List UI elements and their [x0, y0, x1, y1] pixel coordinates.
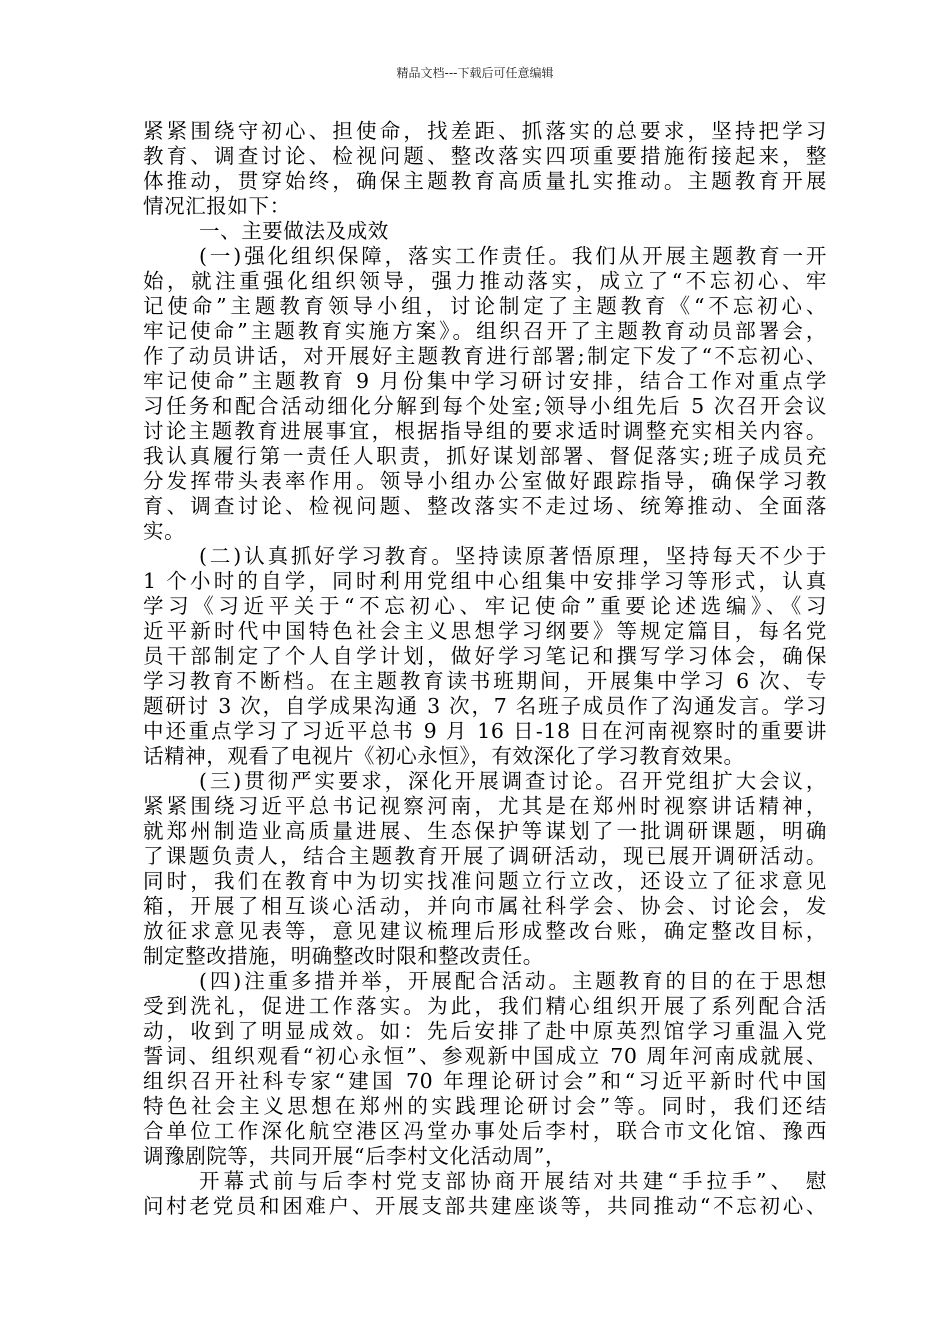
text-line: 分发挥带头表率作用。领导小组办公室做好跟踪指导，确保学习教 [143, 469, 827, 493]
text-line: 组织召开社科专家“建国 70 年理论研讨会”和“习近平新时代中国 [143, 1069, 827, 1093]
text-line: 制定整改措施，明确整改时限和整改责任。 [143, 944, 544, 968]
text-line: 问村老党员和困难户、开展支部共建座谈等，共同推动“不忘初心、 [143, 1194, 827, 1218]
text-line: 誓词、组织观看“初心永恒”、参观新中国成立 70 周年河南成就展、 [143, 1044, 827, 1068]
text-line: (二)认真抓好学习教育。坚持读原著悟原理，坚持每天不少于 [199, 544, 827, 568]
text-line: 实。 [143, 519, 186, 543]
text-line: 牢记使命”主题教育 9 月份集中学习研讨安排，结合工作对重点学 [143, 369, 827, 393]
text-line: 特色社会主义思想在郑州的实践理论研讨会”等。同时，我们还结 [143, 1094, 827, 1118]
text-line: 作了动员讲话，对开展好主题教育进行部署;制定下发了“不忘初心、 [143, 344, 827, 368]
page-header: 精品文档---下载后可任意编辑 [396, 66, 554, 80]
text-line: 放征求意见表等，意见建议梳理后形成整改台账，确定整改目标， [143, 919, 827, 943]
text-line: 习任务和配合活动细化分解到每个处室;领导小组先后 5 次召开会议 [143, 394, 827, 418]
text-line: 中还重点学习了习近平总书 9 月 16 日-18 日在河南视察时的重要讲 [143, 719, 827, 743]
text-line: 学习教育不断档。在主题教育读书班期间，开展集中学习 6 次、专 [143, 669, 827, 693]
text-line: (四)注重多措并举，开展配合活动。主题教育的目的在于思想 [199, 969, 827, 993]
text-line: (三)贯彻严实要求，深化开展调查讨论。召开党组扩大会议， [199, 769, 827, 793]
text-line: 合单位工作深化航空港区冯堂办事处后李村，联合市文化馆、豫西 [143, 1119, 827, 1143]
text-line: 育、调查讨论、检视问题、整改落实不走过场、统筹推动、全面落 [143, 494, 827, 518]
text-line: (一)强化组织保障，落实工作责任。我们从开展主题教育一开 [199, 244, 827, 268]
text-line: 一、主要做法及成效 [199, 219, 389, 243]
text-line: 话精神，观看了电视片《初心永恒》，有效深化了学习教育效果。 [143, 744, 745, 768]
text-line: 学习《习近平关于“不忘初心、牢记使命”重要论述选编》、《习 [143, 594, 827, 618]
text-line: 开幕式前与后李村党支部协商开展结对共建“手拉手”、 慰 [199, 1169, 827, 1193]
text-line: 调豫剧院等，共同开展“后李村文化活动周”， [143, 1144, 567, 1168]
text-line: 体推动，贯穿始终，确保主题教育高质量扎实推动。主题教育开展 [143, 169, 827, 193]
text-line: 题研讨 3 次，自学成果沟通 3 次，7 名班子成员作了沟通发言。学习 [143, 694, 827, 718]
text-line: 情况汇报如下： [143, 194, 291, 218]
text-line: 紧紧围绕守初心、担使命，找差距、抓落实的总要求，坚持把学习 [143, 119, 827, 143]
text-line: 就郑州制造业高质量进展、生态保护等谋划了一批调研课题，明确 [143, 819, 827, 843]
text-line: 动，收到了明显成效。如：先后安排了赴中原英烈馆学习重温入党 [143, 1019, 827, 1043]
text-line: 箱，开展了相互谈心活动，并向市属社科学会、协会、讨论会，发 [143, 894, 827, 918]
text-line: 1 个小时的自学，同时利用党组中心组集中安排学习等形式，认真 [143, 569, 827, 593]
text-line: 讨论主题教育进展事宜，根据指导组的要求适时调整充实相关内容。 [143, 419, 827, 443]
text-line: 教育、调查讨论、检视问题、整改落实四项重要措施衔接起来，整 [143, 144, 827, 168]
document-body [143, 119, 827, 1219]
text-line: 近平新时代中国特色社会主义思想学习纲要》等规定篇目，每名党 [143, 619, 827, 643]
text-line: 了课题负责人，结合主题教育开展了调研活动，现已展开调研活动。 [143, 844, 827, 868]
text-line: 我认真履行第一责任人职责，抓好谋划部署、督促落实;班子成员充 [143, 444, 827, 468]
text-line: 始，就注重强化组织领导，强力推动落实，成立了“不忘初心、牢 [143, 269, 827, 293]
text-line: 同时，我们在教育中为切实找准问题立行立改，还设立了征求意见 [143, 869, 827, 893]
text-line: 紧紧围绕习近平总书记视察河南，尤其是在郑州时视察讲话精神， [143, 794, 827, 818]
text-line: 牢记使命”主题教育实施方案》。组织召开了主题教育动员部署会， [143, 319, 827, 343]
text-line: 记使命”主题教育领导小组，讨论制定了主题教育《“不忘初心、 [143, 294, 827, 318]
text-line: 受到洗礼，促进工作落实。为此，我们精心组织开展了系列配合活 [143, 994, 827, 1018]
text-line: 员干部制定了个人自学计划，做好学习笔记和撰写学习体会，确保 [143, 644, 827, 668]
